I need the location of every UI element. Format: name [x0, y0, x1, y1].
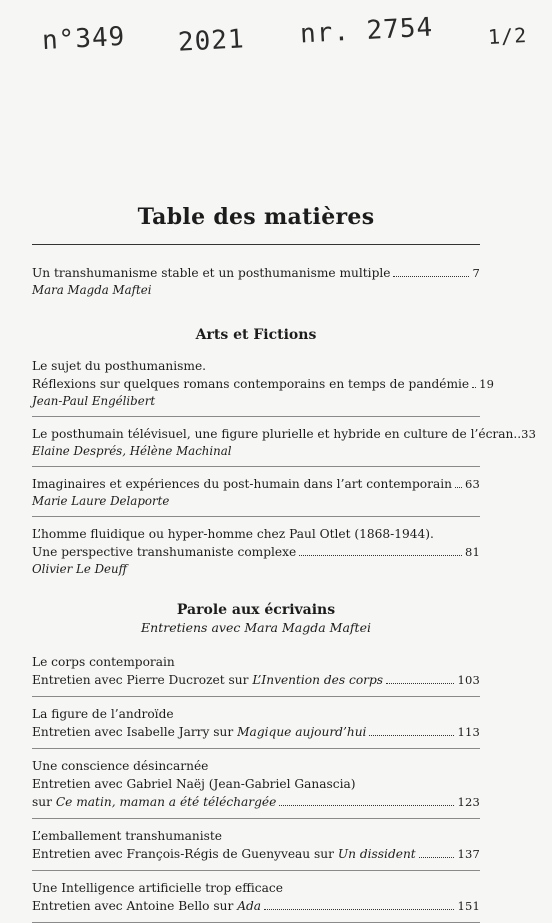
toc-entry [32, 819, 480, 871]
toc-entry-interview: Entretien avec Pierre Ducrozet sur L’Invention des corps [32, 673, 384, 687]
toc-entry-intro [32, 264, 480, 305]
toc-entry-title: Le corps contemporain [32, 655, 175, 669]
toc-entry-interview: Entretien avec Antoine Bello sur Ada [32, 899, 262, 913]
book-title: Magique aujourd’hui [237, 725, 367, 739]
page-number: 151 [457, 899, 480, 913]
book-title: Ada [237, 899, 262, 913]
book-title: Un dissident [337, 847, 416, 861]
toc-entry-line [32, 264, 480, 282]
toc-entry [32, 645, 480, 697]
toc-entry-line [32, 671, 480, 689]
page-number: 123 [457, 795, 480, 809]
toc-entry-author: Olivier Le Deuff [32, 562, 127, 576]
handwritten-number: n°349 [41, 21, 127, 57]
dot-leader [455, 487, 462, 488]
toc-entry-title: Le sujet du posthumanisme. [32, 359, 207, 373]
book-title: Ce matin, maman a été téléchargée [55, 795, 277, 809]
dot-leader [472, 387, 476, 388]
page-number: 19 [479, 377, 495, 391]
toc-content [32, 264, 537, 923]
handwritten-page: 1/2 [487, 22, 528, 50]
book-title: L’Invention des corps [252, 673, 384, 687]
page-number: 81 [464, 545, 480, 559]
toc-entry-interview: Entretien avec François-Régis de Guenyveau sur Un dissident [32, 847, 416, 861]
toc-entry-title: Une conscience désincarnée [32, 759, 209, 773]
section-subheading: Entretiens avec Mara Magda Maftei [141, 620, 371, 635]
toc-entry [32, 349, 495, 417]
handwritten-ref: nr. 2754 [299, 12, 434, 50]
toc-entry [32, 871, 480, 923]
toc-entry-line [32, 425, 537, 443]
toc-entry [32, 517, 480, 584]
toc-entry-author: Elaine Després, Hélène Machinal [32, 444, 232, 458]
page-number: 63 [464, 477, 480, 491]
handwritten-year: 2021 [177, 24, 246, 58]
toc-entry-line [32, 375, 495, 393]
dot-leader [279, 805, 454, 806]
toc-entry-author: Marie Laure Delaporte [32, 494, 170, 508]
section-heading-ecrivains: Parole aux écrivains [176, 602, 336, 618]
toc-entry-line [32, 543, 480, 561]
title-divider [32, 244, 480, 245]
toc-entry-subtitle: Entretien avec Gabriel Naëj (Jean-Gabriel Ganascia) [32, 777, 356, 791]
toc-entry-author: Mara Magda Maftei [32, 283, 152, 297]
toc-entry-interview: sur Ce matin, maman a été téléchargée [32, 795, 277, 809]
toc-entry-line [32, 845, 480, 863]
toc-entry-line [32, 723, 480, 741]
page-number: 137 [457, 847, 480, 861]
dot-leader [299, 555, 462, 556]
page-number: 7 [472, 266, 480, 280]
toc-entry-line [32, 793, 480, 811]
dot-leader [386, 683, 454, 684]
toc-entry-subtitle: Une perspective transhumaniste complexe [32, 545, 297, 559]
toc-entry-title: La figure de l’androïde [32, 707, 174, 721]
toc-entry-subtitle: Réflexions sur quelques romans contemporains en temps de pandémie [32, 377, 470, 391]
page-number: 33 [521, 427, 537, 441]
toc-entry [32, 417, 537, 467]
dot-leader [419, 857, 455, 858]
dot-leader [393, 276, 469, 277]
page-number: 113 [457, 725, 480, 739]
toc-entry [32, 697, 480, 749]
page-number: 103 [457, 673, 480, 687]
toc-entry-title: L’homme fluidique ou hyper-homme chez Paul Otlet (1868-1944). [32, 527, 434, 541]
toc-entry-title: Une Intelligence artificielle trop efficace [32, 881, 283, 895]
toc-entry [32, 467, 480, 517]
toc-entry [32, 749, 480, 819]
toc-entry-author: Jean-Paul Engélibert [32, 394, 156, 408]
dot-leader [369, 735, 454, 736]
toc-entry-title: Imaginaires et expériences du post-humain dans l’art contemporain [32, 477, 452, 491]
toc-entry-title: L’emballement transhumaniste [32, 829, 223, 843]
page-title: Table des matières [137, 204, 375, 230]
toc-entry-title: Le posthumain télévisuel, une figure plurielle et hybride en culture de l’écran.. [32, 427, 522, 441]
toc-entry-interview: Entretien avec Isabelle Jarry sur Magique aujourd’hui [32, 725, 367, 739]
toc-entry-line [32, 475, 480, 493]
dot-leader [264, 909, 454, 910]
toc-entry-title: Un transhumanisme stable et un posthumanisme multiple [32, 266, 391, 280]
section-heading-arts: Arts et Fictions [195, 327, 317, 343]
